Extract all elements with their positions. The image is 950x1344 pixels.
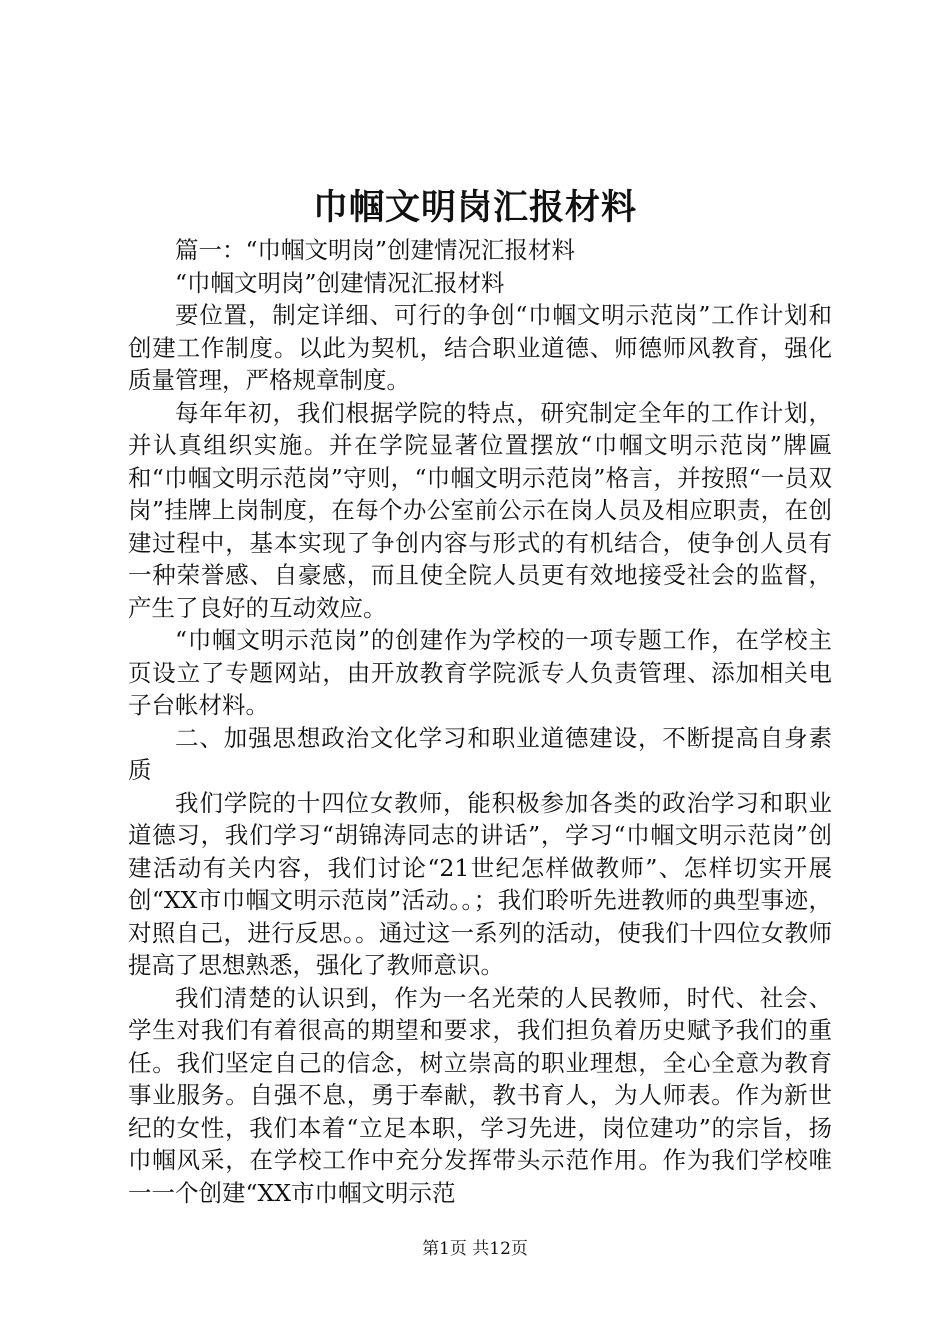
paragraph: 二、加强思想政治文化学习和职业道德建设，不断提高自身素质 bbox=[128, 723, 832, 784]
paragraph: 篇一：“巾帼文明岗”创建情况汇报材料 bbox=[175, 236, 576, 264]
document-body bbox=[128, 234, 832, 1209]
page-number-footer: 第1页 共12页 bbox=[422, 1239, 528, 1259]
paragraph: 我们学院的十四位女教师，能积极参加各类的政治学习和职业道德习，我们学习“胡锦涛同志的讲话”，学习“巾帼文明示范岗”创建活动有关内容，我们讨论“21世纪怎样做教师”、怎样切实开展创“XX市巾帼文明示范岗”活动。。；我们聆听先进教师的典型事迹，对照自己，进行反思。。通过这一系列的活动，使我们十四位女教师提高了思想熟悉，强化了教师意识。 bbox=[128, 788, 832, 979]
paragraph: 每年年初，我们根据学院的特点，研究制定全年的工作计划，并认真组织实施。并在学院显著位置摆放“巾帼文明示范岗”牌匾和“巾帼文明示范岗”守则，“巾帼文明示范岗”格言，并按照“一员双岗”挂牌上岗制度，在每个办公室前公示在岗人员及相应职责，在创建过程中，基本实现了争创内容与形式的有机结合，使争创人员有一种荣誉感、自豪感，而且使全院人员更有效地接受社会的监督，产生了良好的互动效应。 bbox=[128, 398, 832, 622]
paragraph: 要位置，制定详细、可行的争创“巾帼文明示范岗”工作计划和创建工作制度。以此为契机，结合职业道德、师德师风教育，强化质量管理，严格规章制度。 bbox=[128, 301, 832, 394]
document-title: 巾帼文明岗汇报材料 bbox=[312, 188, 637, 228]
paragraph: 我们清楚的认识到，作为一名光荣的人民教师，时代、社会、学生对我们有着很高的期望和要求，我们担负着历史赋予我们的重任。我们坚定自己的信念，树立崇高的职业理想，全心全意为教育事业服务。自强不息，勇于奉献，教书育人，为人师表。作为新世纪的女性，我们本着“立足本职，学习先进，岗位建功”的宗旨，扬巾帼风采，在学校工作中充分发挥带头示范作用。作为我们学校唯一一个创建“XX市巾帼文明示范 bbox=[128, 983, 832, 1207]
paragraph: “巾帼文明示范岗”的创建作为学校的一项专题工作，在学校主页设立了专题网站，由开放教育学院派专人负责管理、添加相关电子台帐材料。 bbox=[128, 626, 832, 719]
paragraph: “巾帼文明岗”创建情况汇报材料 bbox=[175, 268, 505, 297]
